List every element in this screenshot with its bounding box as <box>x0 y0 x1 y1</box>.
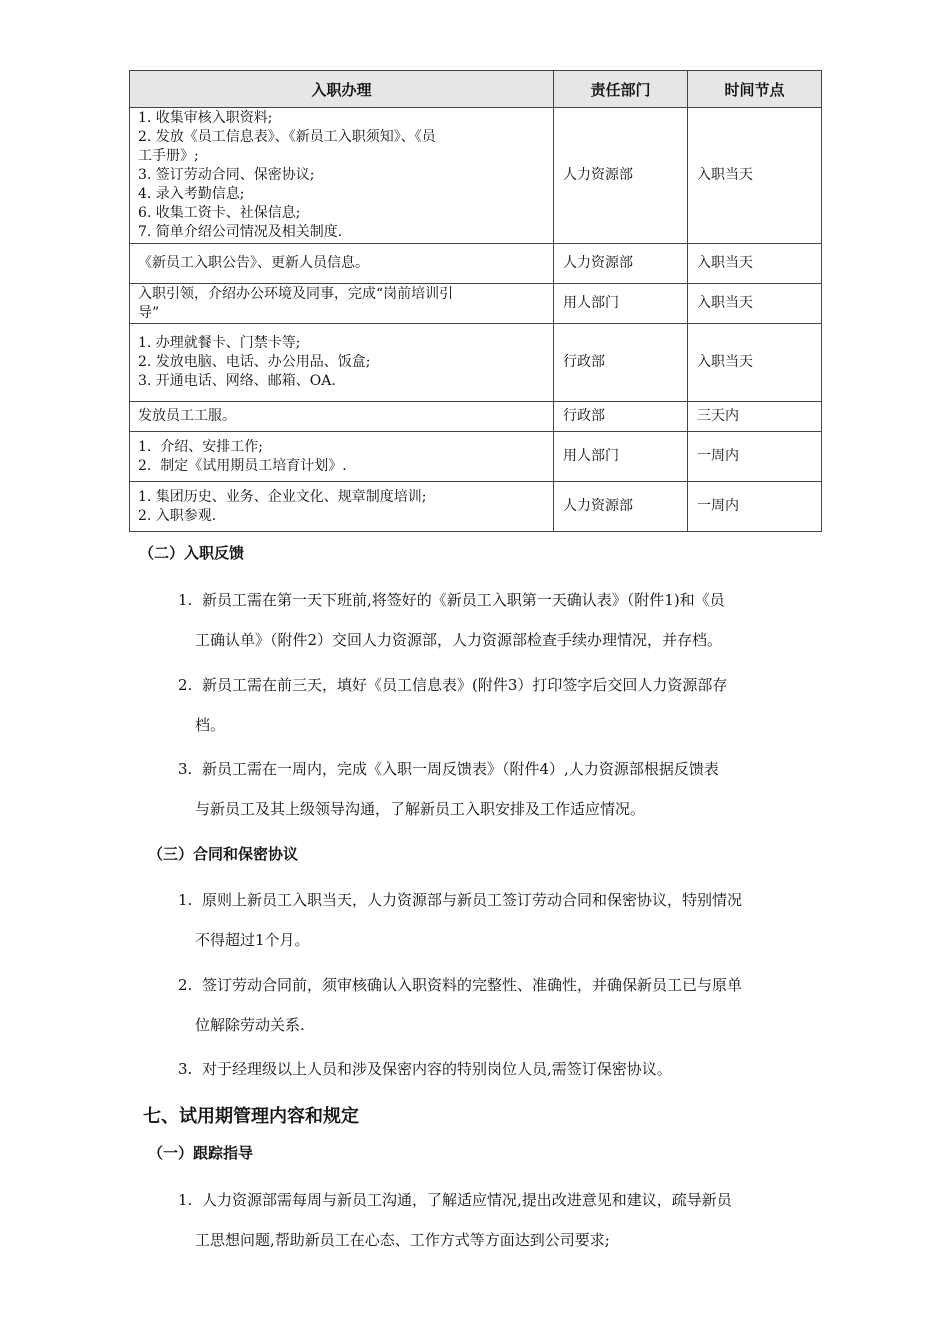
dept-cell: 人力资源部 <box>554 244 688 284</box>
chapter-heading-probation: 七、试用期管理内容和规定 <box>143 1106 359 1127</box>
task-line: 入职引领，介绍办公环境及同事，完成“岗前培训引 <box>138 285 454 302</box>
task-line: 2. 发放《员工信息表》、《新员工入职须知》、《员 <box>138 129 436 145</box>
list-item-line <box>178 749 812 789</box>
list-number: 1. <box>178 891 193 909</box>
list-text: 人力资源部需每周与新员工沟通，了解适应情况,提出改进意见和建议，疏导新员 <box>202 1191 732 1209</box>
list-item <box>178 749 812 829</box>
list-item <box>178 965 812 1045</box>
list-item <box>178 1180 812 1260</box>
task-cell <box>130 482 554 532</box>
time-cell: 入职当天 <box>688 244 822 284</box>
list-item <box>178 665 812 745</box>
task-line: 1. 介绍、安排工作; <box>138 438 263 455</box>
list-item-continuation: 工思想问题,帮助新员工在心态、工作方式等方面达到公司要求; <box>195 1231 610 1249</box>
list-text: 新员工需在前三天，填好《员工信息表》(附件3）打印签字后交回人力资源部存 <box>202 676 728 694</box>
header-dept: 责任部门 <box>554 71 688 108</box>
task-line: 7. 简单介绍公司情况及相关制度. <box>138 224 343 240</box>
task-cell <box>130 284 554 324</box>
table-row <box>130 482 822 532</box>
task-line: 2. 入职参观. <box>138 507 217 524</box>
list-text: 新员工需在一周内，完成《入职一周反馈表》（附件4）,人力资源部根据反馈表 <box>202 760 719 778</box>
task-cell <box>130 324 554 402</box>
time-cell: 入职当天 <box>688 324 822 402</box>
dept-cell: 人力资源部 <box>554 482 688 532</box>
list-text: 原则上新员工入职当天，人力资源部与新员工签订劳动合同和保密协议，特别情况 <box>202 891 743 909</box>
list-item-line <box>178 580 812 620</box>
task-line: 1. 收集审核入职资料; <box>138 110 273 126</box>
task-line: 6. 收集工资卡、社保信息; <box>138 205 301 221</box>
list-item-continuation: 工确认单》（附件2）交回人力资源部，人力资源部检查手续办理情况，并存档。 <box>195 631 723 649</box>
list-item-line <box>178 1049 812 1089</box>
table-row <box>130 284 822 324</box>
dept-cell: 用人部门 <box>554 432 688 482</box>
time-cell: 入职当天 <box>688 284 822 324</box>
list-item-continuation: 档。 <box>195 716 226 734</box>
section-heading-feedback: （二）入职反馈 <box>139 544 245 562</box>
task-cell <box>130 402 554 432</box>
dept-cell: 行政部 <box>554 402 688 432</box>
task-line: 3. 签订劳动合同、保密协议; <box>138 167 315 183</box>
task-cell <box>130 244 554 284</box>
table-row <box>130 244 822 284</box>
list-item <box>178 880 812 960</box>
list-item-line <box>178 965 812 1005</box>
onboarding-table <box>129 70 822 532</box>
list-number: 3. <box>178 1060 193 1078</box>
list-number: 1. <box>178 1191 193 1209</box>
time-cell: 一周内 <box>688 432 822 482</box>
list-text: 新员工需在第一天下班前,将签好的《新员工入职第一天确认表》（附件1)和《员 <box>202 591 725 609</box>
time-cell: 一周内 <box>688 482 822 532</box>
table-row <box>130 402 822 432</box>
list-item-line <box>178 880 812 920</box>
task-line: 2. 制定《试用期员工培育计划》. <box>138 457 347 474</box>
task-cell <box>130 432 554 482</box>
task-line: 工手册》; <box>138 148 199 164</box>
dept-cell: 行政部 <box>554 324 688 402</box>
table-row <box>130 324 822 402</box>
list-number: 3. <box>178 760 193 778</box>
time-cell: 入职当天 <box>688 108 822 244</box>
list-item <box>178 580 812 660</box>
list-number: 2. <box>178 676 193 694</box>
list-item-line <box>178 1180 812 1220</box>
time-cell: 三天内 <box>688 402 822 432</box>
task-line: 3. 开通电话、网络、邮箱、OA. <box>138 373 336 389</box>
task-line: 1. 办理就餐卡、门禁卡等; <box>138 335 301 351</box>
list-text: 签订劳动合同前，须审核确认入职资料的完整性、准确性，并确保新员工已与原单 <box>202 976 743 994</box>
list-item <box>178 1049 812 1089</box>
list-item-continuation: 与新员工及其上级领导沟通，了解新员工入职安排及工作适应情况。 <box>195 800 646 818</box>
task-line: 发放员工工服。 <box>138 408 236 424</box>
section-heading-tracking: （一）跟踪指导 <box>148 1144 254 1162</box>
list-item-continuation: 不得超过1个月。 <box>195 931 310 949</box>
section-heading-contract: （三）合同和保密协议 <box>148 845 299 863</box>
table-header-row <box>130 71 822 108</box>
dept-cell: 人力资源部 <box>554 108 688 244</box>
list-item-continuation: 位解除劳动关系. <box>195 1016 305 1034</box>
task-line: 导” <box>138 304 160 321</box>
task-line: 2. 发放电脑、电话、办公用品、饭盒; <box>138 354 371 370</box>
table-row <box>130 108 822 244</box>
dept-cell: 用人部门 <box>554 284 688 324</box>
task-cell <box>130 108 554 244</box>
list-item-line <box>178 665 812 705</box>
task-line: 4. 录入考勤信息; <box>138 186 245 202</box>
header-time: 时间节点 <box>688 71 822 108</box>
list-number: 2. <box>178 976 193 994</box>
task-line: 1. 集团历史、业务、企业文化、规章制度培训; <box>138 488 427 505</box>
list-number: 1. <box>178 591 193 609</box>
task-line: 《新员工入职公告》、更新人员信息。 <box>138 255 369 271</box>
list-text: 对于经理级以上人员和涉及保密内容的特别岗位人员,需签订保密协议。 <box>202 1060 672 1078</box>
table-row <box>130 432 822 482</box>
header-task: 入职办理 <box>130 71 554 108</box>
